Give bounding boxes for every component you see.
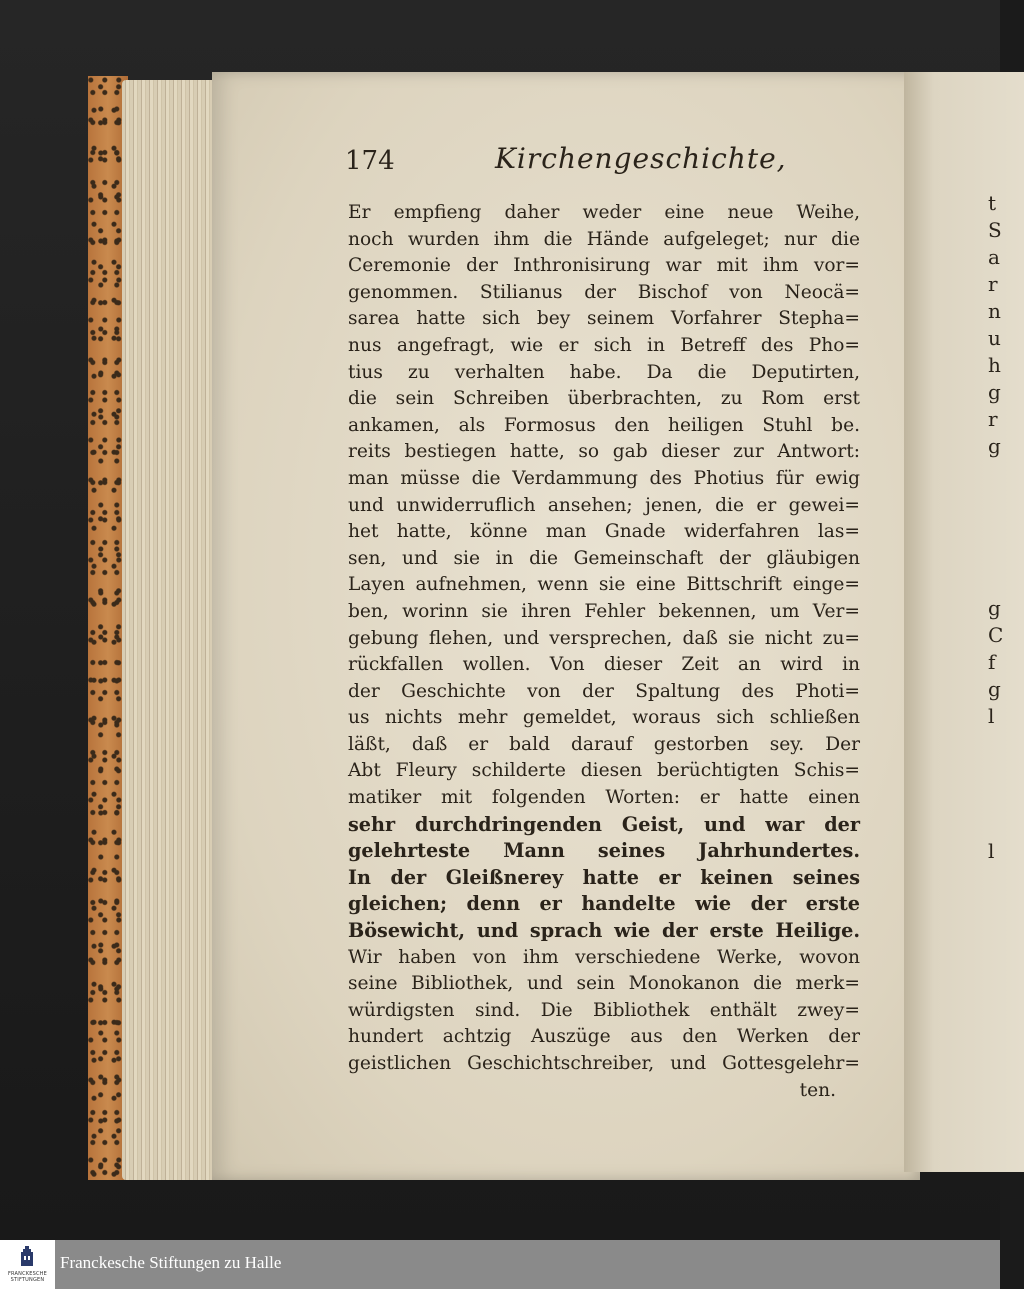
facing-glyph: r: [988, 272, 998, 296]
institution-name: Franckesche Stiftungen zu Halle: [60, 1253, 282, 1272]
text-line: gleichen; denn er handelte wie der erste: [348, 892, 860, 916]
text-line: Wir haben von ihm verschiedene Werke, wovon: [348, 946, 860, 968]
facing-glyph: r: [988, 407, 998, 431]
institution-logo[interactable]: [0, 1240, 55, 1289]
facing-glyph: [988, 568, 1002, 595]
facing-glyph: [988, 487, 1002, 514]
text-line: der Geschichte von der Spaltung des Photi=: [348, 680, 860, 702]
body-text: [348, 200, 860, 1104]
facing-glyph: S: [988, 218, 1002, 242]
text-line: ankamen, als Formosus den heiligen Stuhl be.: [348, 414, 860, 436]
text-line: sarea hatte sich bey seinem Vorfahrer Stepha=: [348, 308, 860, 330]
text-line: gebung flehen, und versprechen, daß sie nicht zu=: [348, 627, 860, 649]
text-line: ten.: [799, 1079, 836, 1101]
facing-glyph: u: [988, 326, 1001, 350]
text-line: In der Gleißnerey hatte er keinen seines: [348, 865, 860, 889]
text-line: Ceremonie der Inthronisirung war mit ihm vor=: [348, 255, 860, 277]
text-line: het hatte, könne man Gnade widerfahren las=: [348, 521, 860, 543]
facing-glyph: a: [988, 245, 1000, 269]
facing-glyph: [988, 973, 1002, 1000]
footer-bar: [0, 1240, 1000, 1289]
running-head: [345, 140, 865, 180]
facing-glyph: [988, 865, 1002, 892]
facing-glyph: l: [988, 839, 995, 863]
facing-glyph: [988, 811, 1002, 838]
text-line: nus angefragt, wie er sich in Betreff des Pho=: [348, 334, 860, 356]
text-line: seine Bibliothek, und sein Monokanon die merk=: [348, 973, 860, 995]
text-line: Er empfieng daher weder eine neue Weihe,: [348, 202, 860, 223]
text-line: man müsse die Verdammung des Photius für ewig: [348, 467, 860, 489]
facing-glyph: h: [988, 353, 1001, 377]
text-line: geistlichen Geschichtschreiber, und Gottesgelehr=: [348, 1053, 860, 1074]
text-line: und unwiderruflich ansehen; jenen, die er gewei=: [348, 494, 860, 516]
institution-logo-icon: [20, 1246, 34, 1266]
page-number: 174: [345, 146, 395, 176]
text-line: Bösewicht, und sprach wie der erste Heilige.: [348, 919, 860, 943]
facing-glyph: [988, 757, 1002, 784]
facing-glyph: [988, 514, 1002, 541]
facing-glyph: l: [988, 704, 995, 728]
facing-page-text: [988, 190, 1002, 1054]
page-stack: [122, 80, 218, 1180]
facing-glyph: [988, 541, 1002, 568]
text-line: die sein Schreiben überbrachten, zu Rom erst: [348, 388, 860, 410]
text-line: läßt, daß er bald darauf gestorben sey. Der: [348, 733, 860, 755]
text-line: würdigsten sind. Die Bibliothek enthält zwey=: [348, 999, 860, 1021]
text-line: rückfallen wollen. Von dieser Zeit an wird in: [348, 654, 860, 676]
facing-glyph: g: [988, 596, 1001, 620]
text-line: sehr durchdringenden Geist, und war der: [348, 812, 860, 836]
text-line: sen, und sie in die Gemeinschaft der gläubigen: [348, 547, 860, 569]
text-line: hundert achtzig Auszüge aus den Werken der: [348, 1026, 860, 1048]
page-header-title: Kirchengeschichte,: [495, 142, 787, 175]
logo-text: FRANCKESCHE STIFTUNGEN: [7, 1271, 48, 1283]
text-line: reits bestiegen hatte, so gab dieser zur Antwort:: [348, 441, 860, 463]
text-line: tius zu verhalten habe. Da die Deputirten,: [348, 361, 860, 383]
facing-glyph: [988, 730, 1002, 757]
facing-glyph: [988, 892, 1002, 919]
text-line: genommen. Stilianus der Bischof von Neocä=: [348, 281, 860, 303]
text-line: gelehrteste Mann seines Jahrhundertes.: [348, 839, 860, 863]
facing-glyph: g: [988, 677, 1001, 701]
facing-glyph: n: [988, 299, 1001, 323]
text-line: noch wurden ihm die Hände aufgeleget; nur die: [348, 228, 860, 250]
facing-glyph: [988, 1000, 1002, 1027]
facing-glyph: g: [988, 380, 1001, 404]
facing-glyph: [988, 784, 1002, 811]
facing-glyph: [988, 919, 1002, 946]
text-line: matiker mit folgenden Worten: er hatte einen: [348, 787, 860, 809]
facing-glyph: [988, 946, 1002, 973]
text-line: us nichts mehr gemeldet, woraus sich schließen: [348, 707, 860, 729]
facing-glyph: [988, 1027, 1002, 1054]
facing-glyph: t: [988, 191, 997, 215]
facing-glyph: C: [988, 623, 1004, 647]
facing-glyph: [988, 460, 1002, 487]
facing-glyph: f: [988, 650, 996, 674]
text-line: Abt Fleury schilderte diesen berüchtigten Schis=: [348, 760, 860, 782]
facing-page: [904, 72, 1024, 1172]
text-line: Layen aufnehmen, wenn sie eine Bittschrift einge=: [348, 574, 860, 596]
facing-glyph: g: [988, 434, 1001, 458]
text-line: ben, worinn sie ihren Fehler bekennen, um Ver=: [348, 600, 860, 622]
